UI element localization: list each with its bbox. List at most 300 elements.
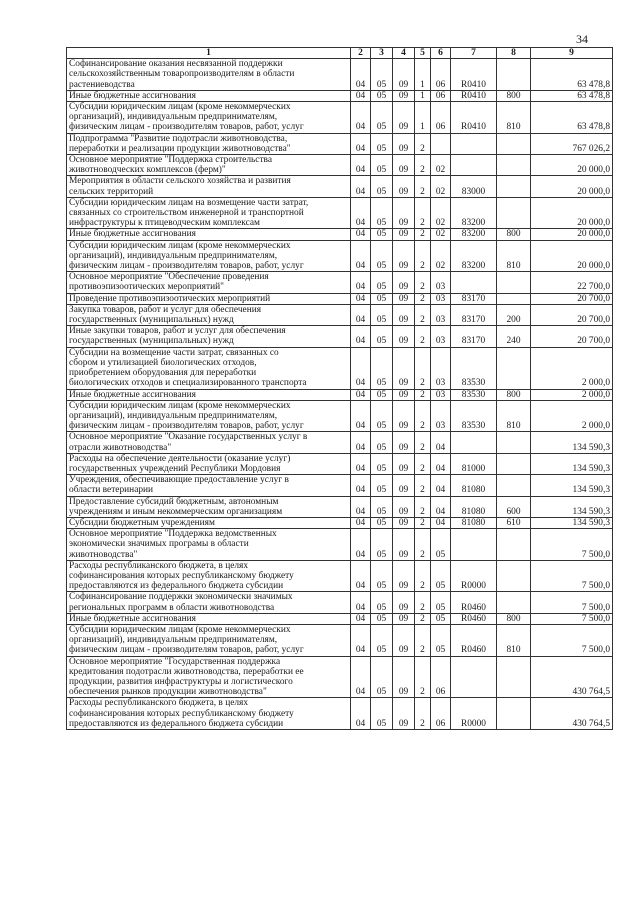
table-row <box>67 613 613 624</box>
table-row <box>67 389 613 400</box>
code-cell-c5: 2 <box>415 698 431 730</box>
table-row <box>67 347 613 389</box>
description-line: Субсидии бюджетным учреждениям <box>69 517 215 528</box>
description-line: Иные бюджетные ассигнования <box>69 613 196 624</box>
description-line: Расходы на обеспечение деятельности (оказание услуг) <box>69 453 291 464</box>
code-cell-c8 <box>497 432 531 453</box>
code-cell-c3: 05 <box>371 496 393 517</box>
code-cell-c5: 2 <box>415 347 431 389</box>
code-cell-c4: 09 <box>393 197 415 229</box>
code-cell-c7: R0460 <box>451 613 497 624</box>
code-cell-c4: 09 <box>393 560 415 592</box>
row-description <box>67 624 351 656</box>
column-header: 9 <box>531 48 613 59</box>
row-description <box>67 90 351 101</box>
code-cell-c5: 1 <box>415 59 431 91</box>
column-header: 8 <box>497 48 531 59</box>
code-cell-c3: 05 <box>371 624 393 656</box>
code-cell-c4: 09 <box>393 656 415 698</box>
code-cell-c7: R0410 <box>451 102 497 134</box>
code-cell-c6: 02 <box>431 240 451 272</box>
code-cell-c4: 09 <box>393 304 415 325</box>
amount-cell: 7 500,0 <box>531 560 613 592</box>
code-cell-c2: 04 <box>351 272 371 293</box>
description-line: Мероприятия в области сельского хозяйства и развития <box>69 176 291 187</box>
code-cell-c3: 05 <box>371 453 393 474</box>
code-cell-c8: 800 <box>497 90 531 101</box>
code-cell-c7: 83530 <box>451 389 497 400</box>
row-description <box>67 613 351 624</box>
code-cell-c7: 83170 <box>451 304 497 325</box>
amount-cell: 7 500,0 <box>531 613 613 624</box>
code-cell-c8 <box>497 698 531 730</box>
code-cell-c4: 09 <box>393 453 415 474</box>
description-line: софинансирования которых республиканскому бюджету <box>69 570 294 581</box>
amount-cell: 134 590,3 <box>531 453 613 474</box>
amount-cell: 430 764,5 <box>531 698 613 730</box>
code-cell-c6: 03 <box>431 272 451 293</box>
column-header: 4 <box>393 48 415 59</box>
code-cell-c8 <box>497 529 531 561</box>
code-cell-c3: 05 <box>371 698 393 730</box>
description-line: экономически значимых програмы в области <box>69 539 249 550</box>
code-cell-c7: 83530 <box>451 347 497 389</box>
code-cell-c7: R0410 <box>451 59 497 91</box>
description-line: государственных (муниципальных) нужд <box>69 315 234 326</box>
code-cell-c7: 81080 <box>451 475 497 496</box>
code-cell-c6: 04 <box>431 453 451 474</box>
amount-cell: 20 700,0 <box>531 304 613 325</box>
code-cell-c2: 04 <box>351 326 371 347</box>
table-row <box>67 432 613 453</box>
description-line: Софинансирование оказания несвязанной поддержки <box>69 59 283 70</box>
description-line: Субсидии юридическим лицам (кроме некоммерческих <box>69 102 291 113</box>
code-cell-c8: 810 <box>497 624 531 656</box>
code-cell-c7 <box>451 656 497 698</box>
description-line: сбором и утилизацией биологических отходов, <box>69 357 257 368</box>
code-cell-c6: 04 <box>431 517 451 528</box>
table-row <box>67 293 613 304</box>
code-cell-c4: 09 <box>393 229 415 240</box>
code-cell-c8 <box>497 293 531 304</box>
row-description <box>67 133 351 154</box>
code-cell-c6: 03 <box>431 326 451 347</box>
code-cell-c2: 04 <box>351 155 371 176</box>
code-cell-c7: 81080 <box>451 496 497 517</box>
code-cell-c2: 04 <box>351 613 371 624</box>
code-cell-c6: 03 <box>431 389 451 400</box>
description-line: Иные бюджетные ассигнования <box>69 90 196 101</box>
row-description <box>67 529 351 561</box>
code-cell-c2: 04 <box>351 400 371 432</box>
code-cell-c6: 06 <box>431 90 451 101</box>
code-cell-c3: 05 <box>371 347 393 389</box>
row-description <box>67 389 351 400</box>
code-cell-c8: 810 <box>497 240 531 272</box>
amount-cell: 2 000,0 <box>531 400 613 432</box>
description-line: инфраструктуры к птицеводческим комплексам <box>69 218 260 229</box>
table-row <box>67 229 613 240</box>
code-cell-c3: 05 <box>371 240 393 272</box>
code-cell-c3: 05 <box>371 59 393 91</box>
description-line: государственных (муниципальных) нужд <box>69 336 234 347</box>
table-row <box>67 453 613 474</box>
code-cell-c6: 05 <box>431 560 451 592</box>
code-cell-c4: 09 <box>393 529 415 561</box>
code-cell-c2: 04 <box>351 347 371 389</box>
code-cell-c2: 04 <box>351 698 371 730</box>
amount-cell: 20 000,0 <box>531 176 613 197</box>
code-cell-c2: 04 <box>351 90 371 101</box>
code-cell-c8 <box>497 347 531 389</box>
code-cell-c8 <box>497 592 531 613</box>
table-row <box>67 176 613 197</box>
table-row <box>67 304 613 325</box>
description-line: организаций), индивидуальным предпринимателям, <box>69 112 278 123</box>
amount-cell: 2 000,0 <box>531 347 613 389</box>
amount-cell: 63 478,8 <box>531 102 613 134</box>
description-line: области ветеринарии <box>69 485 154 496</box>
code-cell-c4: 09 <box>393 240 415 272</box>
code-cell-c8: 800 <box>497 229 531 240</box>
description-line: связанных со строительством инженерной и транспортной <box>69 208 304 219</box>
table-row <box>67 197 613 229</box>
code-cell-c3: 05 <box>371 400 393 432</box>
code-cell-c4: 09 <box>393 59 415 91</box>
code-cell-c2: 04 <box>351 304 371 325</box>
code-cell-c8 <box>497 59 531 91</box>
code-cell-c3: 05 <box>371 272 393 293</box>
code-cell-c5: 2 <box>415 240 431 272</box>
code-cell-c4: 09 <box>393 176 415 197</box>
code-cell-c6: 05 <box>431 529 451 561</box>
code-cell-c7: 83530 <box>451 400 497 432</box>
row-description <box>67 400 351 432</box>
row-description <box>67 560 351 592</box>
code-cell-c8 <box>497 133 531 154</box>
amount-cell: 63 478,8 <box>531 90 613 101</box>
description-line: софинансирования которых республиканскому бюджету <box>69 708 294 719</box>
table-row <box>67 90 613 101</box>
code-cell-c6: 03 <box>431 347 451 389</box>
table-row <box>67 326 613 347</box>
table-row <box>67 133 613 154</box>
code-cell-c7: 83200 <box>451 197 497 229</box>
row-description <box>67 698 351 730</box>
code-cell-c2: 04 <box>351 529 371 561</box>
code-cell-c4: 09 <box>393 347 415 389</box>
code-cell-c5: 2 <box>415 293 431 304</box>
description-line: Субсидии юридическим лицам (кроме некоммерческих <box>69 624 291 635</box>
code-cell-c5: 1 <box>415 90 431 101</box>
code-cell-c4: 09 <box>393 613 415 624</box>
code-cell-c8 <box>497 155 531 176</box>
amount-cell: 20 000,0 <box>531 197 613 229</box>
code-cell-c4: 09 <box>393 293 415 304</box>
amount-cell: 134 590,3 <box>531 496 613 517</box>
code-cell-c6: 02 <box>431 197 451 229</box>
description-line: переработки и реализации продукции животноводства" <box>69 143 291 154</box>
description-line: государственных учреждений Республики Мордовия <box>69 463 281 474</box>
code-cell-c7: 83170 <box>451 326 497 347</box>
code-cell-c5: 2 <box>415 560 431 592</box>
description-line: Софинансирование поддержки экономически значимых <box>69 592 293 603</box>
description-line: предоставляются из федерального бюджета субсидии <box>69 581 284 592</box>
row-description <box>67 347 351 389</box>
code-cell-c4: 09 <box>393 90 415 101</box>
description-line: Иные бюджетные ассигнования <box>69 389 196 400</box>
code-cell-c5: 2 <box>415 656 431 698</box>
description-line: организаций), индивидуальным предпринимателям, <box>69 250 278 261</box>
code-cell-c3: 05 <box>371 155 393 176</box>
code-cell-c5: 2 <box>415 613 431 624</box>
code-cell-c6: 02 <box>431 229 451 240</box>
code-cell-c4: 09 <box>393 698 415 730</box>
code-cell-c5: 2 <box>415 389 431 400</box>
code-cell-c2: 04 <box>351 389 371 400</box>
code-cell-c5: 2 <box>415 272 431 293</box>
code-cell-c2: 04 <box>351 592 371 613</box>
row-description <box>67 326 351 347</box>
description-line: физическим лицам - производителям товаров, работ, услуг <box>69 122 304 133</box>
amount-cell: 430 764,5 <box>531 656 613 698</box>
description-line: продукции, развития инфраструктуры и логистического <box>69 676 293 687</box>
code-cell-c4: 09 <box>393 155 415 176</box>
description-line: Расходы республиканского бюджета, в целях <box>69 698 249 709</box>
code-cell-c2: 04 <box>351 453 371 474</box>
code-cell-c3: 05 <box>371 592 393 613</box>
code-cell-c8 <box>497 475 531 496</box>
description-line: животноводческих комплексов (ферм)" <box>69 165 226 176</box>
code-cell-c8 <box>497 560 531 592</box>
description-line: обеспечения рынков продукции животноводства" <box>69 687 267 698</box>
row-description <box>67 453 351 474</box>
code-cell-c2: 04 <box>351 624 371 656</box>
code-cell-c7 <box>451 133 497 154</box>
code-cell-c2: 04 <box>351 432 371 453</box>
description-line: физическим лицам - производителям товаров, работ, услуг <box>69 421 304 432</box>
code-cell-c4: 09 <box>393 496 415 517</box>
column-header: 6 <box>431 48 451 59</box>
code-cell-c3: 05 <box>371 517 393 528</box>
code-cell-c6: 03 <box>431 293 451 304</box>
row-description <box>67 229 351 240</box>
code-cell-c8 <box>497 176 531 197</box>
code-cell-c3: 05 <box>371 613 393 624</box>
code-cell-c5: 2 <box>415 133 431 154</box>
description-line: биологических отходов и специализированного транспорта <box>69 378 307 389</box>
description-line: Основное мероприятие "Государственная поддержка <box>69 656 281 667</box>
table-row <box>67 698 613 730</box>
code-cell-c2: 04 <box>351 475 371 496</box>
description-line: Основное мероприятие "Поддержка ведомственных <box>69 529 277 540</box>
code-cell-c8 <box>497 656 531 698</box>
code-cell-c3: 05 <box>371 133 393 154</box>
code-cell-c4: 09 <box>393 624 415 656</box>
code-cell-c6: 04 <box>431 496 451 517</box>
amount-cell: 134 590,3 <box>531 517 613 528</box>
amount-cell: 7 500,0 <box>531 529 613 561</box>
description-line: приобретением оборудования для переработки <box>69 368 257 379</box>
code-cell-c7: R0460 <box>451 624 497 656</box>
code-cell-c2: 04 <box>351 133 371 154</box>
row-description <box>67 59 351 91</box>
amount-cell: 7 500,0 <box>531 624 613 656</box>
code-cell-c5: 1 <box>415 102 431 134</box>
code-cell-c7: R0460 <box>451 592 497 613</box>
code-cell-c6: 06 <box>431 102 451 134</box>
code-cell-c2: 04 <box>351 560 371 592</box>
table-row <box>67 560 613 592</box>
code-cell-c8: 800 <box>497 613 531 624</box>
code-cell-c4: 09 <box>393 133 415 154</box>
code-cell-c6 <box>431 133 451 154</box>
description-line: отрасли животноводства" <box>69 442 172 453</box>
code-cell-c3: 05 <box>371 102 393 134</box>
row-description <box>67 432 351 453</box>
amount-cell: 22 700,0 <box>531 272 613 293</box>
code-cell-c7 <box>451 155 497 176</box>
code-cell-c2: 04 <box>351 197 371 229</box>
row-description <box>67 517 351 528</box>
code-cell-c6: 05 <box>431 624 451 656</box>
code-cell-c4: 09 <box>393 592 415 613</box>
budget-table <box>66 47 613 730</box>
code-cell-c7: 81000 <box>451 453 497 474</box>
code-cell-c2: 04 <box>351 176 371 197</box>
code-cell-c4: 09 <box>393 102 415 134</box>
code-cell-c8: 610 <box>497 517 531 528</box>
table-row <box>67 496 613 517</box>
code-cell-c5: 2 <box>415 475 431 496</box>
code-cell-c3: 05 <box>371 90 393 101</box>
description-line: Субсидии юридическим лицам (кроме некоммерческих <box>69 400 291 411</box>
table-row <box>67 656 613 698</box>
description-line: противоэпизоотических мероприятий" <box>69 282 224 293</box>
code-cell-c8 <box>497 453 531 474</box>
column-header: 7 <box>451 48 497 59</box>
row-description <box>67 240 351 272</box>
table-row <box>67 102 613 134</box>
code-cell-c3: 05 <box>371 293 393 304</box>
row-description <box>67 592 351 613</box>
code-cell-c6: 04 <box>431 475 451 496</box>
code-cell-c7 <box>451 272 497 293</box>
description-line: организаций), индивидуальным предпринимателям, <box>69 410 278 421</box>
code-cell-c5: 2 <box>415 517 431 528</box>
description-line: Основное мероприятие "Оказание государственных услуг в <box>69 432 308 443</box>
table-row <box>67 240 613 272</box>
description-line: сельских территорий <box>69 186 154 197</box>
code-cell-c6: 05 <box>431 592 451 613</box>
code-cell-c5: 2 <box>415 229 431 240</box>
amount-cell: 20 700,0 <box>531 326 613 347</box>
amount-cell: 63 478,8 <box>531 59 613 91</box>
code-cell-c6: 03 <box>431 400 451 432</box>
table-row <box>67 272 613 293</box>
row-description <box>67 496 351 517</box>
description-line: растениеводства <box>69 79 135 90</box>
description-line: Предоставление субсидий бюджетным, автономным <box>69 496 279 507</box>
code-cell-c7: 83170 <box>451 293 497 304</box>
table-row <box>67 155 613 176</box>
amount-cell: 2 000,0 <box>531 389 613 400</box>
code-cell-c5: 2 <box>415 592 431 613</box>
row-description <box>67 656 351 698</box>
column-header: 1 <box>67 48 351 59</box>
code-cell-c6: 04 <box>431 432 451 453</box>
table-row <box>67 624 613 656</box>
row-description <box>67 475 351 496</box>
code-cell-c6: 05 <box>431 613 451 624</box>
code-cell-c7: 83200 <box>451 229 497 240</box>
code-cell-c5: 2 <box>415 453 431 474</box>
code-cell-c8 <box>497 197 531 229</box>
code-cell-c8: 810 <box>497 400 531 432</box>
table-row <box>67 400 613 432</box>
amount-cell: 20 000,0 <box>531 240 613 272</box>
code-cell-c5: 2 <box>415 155 431 176</box>
code-cell-c8: 600 <box>497 496 531 517</box>
description-line: кредитования подотрасли животноводства, переработки ее <box>69 666 304 677</box>
code-cell-c7 <box>451 529 497 561</box>
description-line: физическим лицам - производителям товаров, работ, услуг <box>69 261 304 272</box>
description-line: Расходы республиканского бюджета, в целях <box>69 560 249 571</box>
code-cell-c5: 2 <box>415 496 431 517</box>
code-cell-c5: 2 <box>415 624 431 656</box>
code-cell-c8 <box>497 272 531 293</box>
column-header: 3 <box>371 48 393 59</box>
code-cell-c4: 09 <box>393 400 415 432</box>
code-cell-c3: 05 <box>371 432 393 453</box>
description-line: Субсидии на возмещение части затрат, связанных со <box>69 347 279 358</box>
row-description <box>67 155 351 176</box>
code-cell-c7 <box>451 432 497 453</box>
code-cell-c3: 05 <box>371 304 393 325</box>
code-cell-c5: 2 <box>415 304 431 325</box>
code-cell-c3: 05 <box>371 197 393 229</box>
description-line: Иные закупки товаров, работ и услуг для обеспечения <box>69 326 286 337</box>
code-cell-c7: R0000 <box>451 560 497 592</box>
code-cell-c5: 2 <box>415 176 431 197</box>
description-line: предоставляются из федерального бюджета субсидии <box>69 718 284 729</box>
code-cell-c5: 2 <box>415 400 431 432</box>
code-cell-c6: 02 <box>431 155 451 176</box>
column-header: 5 <box>415 48 431 59</box>
row-description <box>67 304 351 325</box>
row-description <box>67 293 351 304</box>
code-cell-c4: 09 <box>393 517 415 528</box>
code-cell-c7: R0000 <box>451 698 497 730</box>
code-cell-c2: 04 <box>351 229 371 240</box>
row-description <box>67 176 351 197</box>
amount-cell: 20 000,0 <box>531 229 613 240</box>
code-cell-c6: 03 <box>431 304 451 325</box>
code-cell-c3: 05 <box>371 176 393 197</box>
description-line: региональных программ в области животноводства <box>69 602 275 613</box>
code-cell-c6: 06 <box>431 698 451 730</box>
code-cell-c3: 05 <box>371 529 393 561</box>
code-cell-c4: 09 <box>393 272 415 293</box>
code-cell-c7: R0410 <box>451 90 497 101</box>
code-cell-c3: 05 <box>371 560 393 592</box>
table-row <box>67 475 613 496</box>
code-cell-c4: 09 <box>393 432 415 453</box>
code-cell-c6: 06 <box>431 59 451 91</box>
table-row <box>67 529 613 561</box>
table-header-row <box>67 48 613 59</box>
description-line: учреждениям и иным некоммерческим организациям <box>69 506 283 517</box>
